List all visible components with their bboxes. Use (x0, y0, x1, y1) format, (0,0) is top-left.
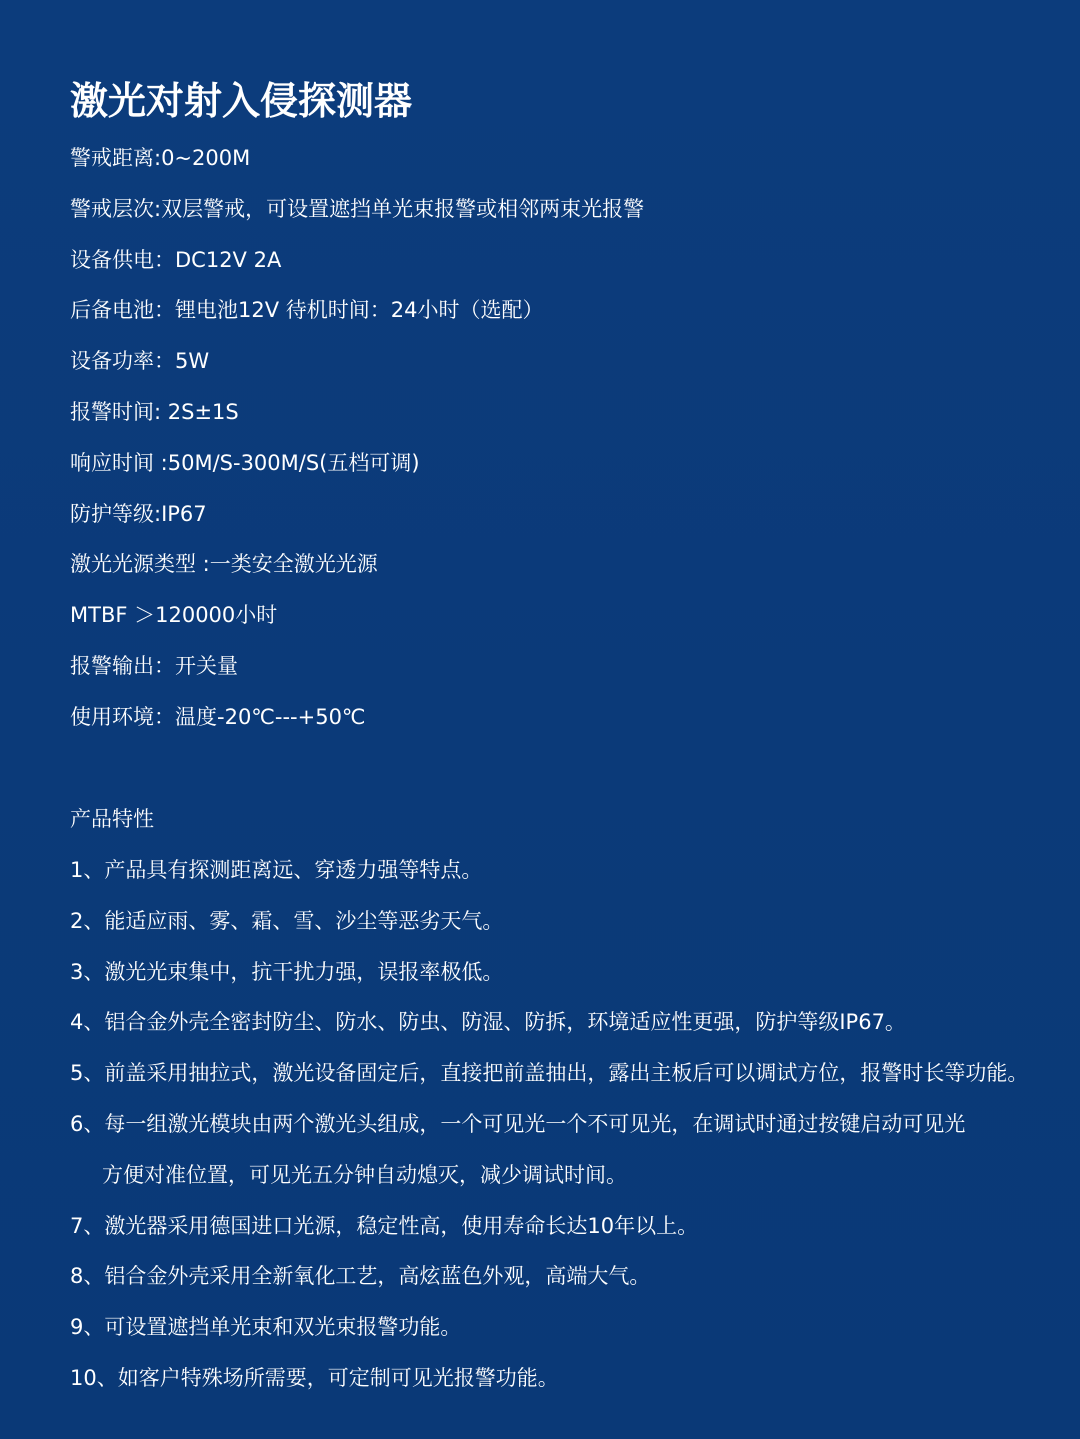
spec-item: 报警输出：开关量 (70, 653, 238, 678)
spec-item: 使用环境：温度-20℃---+50℃ (70, 704, 366, 729)
spec-item: MTBF ＞120000小时 (70, 603, 278, 628)
page-title: 激光对射入侵探测器 (70, 79, 413, 123)
feature-item: 6、每一组激光模块由两个激光头组成，一个可见光一个不可见光，在调试时通过按键启动可见光 (70, 1111, 966, 1136)
feature-item: 9、可设置遮挡单光束和双光束报警功能。 (70, 1315, 462, 1340)
feature-item-continuation: 方便对准位置，可见光五分钟自动熄灭，减少调试时间。 (102, 1162, 627, 1187)
feature-item: 3、激光光束集中，抗干扰力强，误报率极低。 (70, 959, 504, 984)
spec-item: 警戒距离:0~200M (70, 146, 251, 170)
feature-item: 5、前盖采用抽拉式，激光设备固定后，直接把前盖抽出，露出主板后可以调试方位，报警时长等功能。 (70, 1061, 1029, 1086)
feature-item: 10、如客户特殊场所需要，可定制可见光报警功能。 (70, 1365, 559, 1390)
features-heading: 产品特性 (70, 807, 154, 831)
spec-item: 报警时间: 2S±1S (70, 399, 239, 424)
spec-list (70, 138, 644, 748)
spec-item: 后备电池：锂电池12V 待机时间：24小时（选配） (70, 298, 544, 323)
feature-item: 7、激光器采用德国进口光源，稳定性高，使用寿命长达10年以上。 (70, 1213, 699, 1238)
feature-item: 4、铝合金外壳全密封防尘、防水、防虫、防湿、防拆，环境适应性更强，防护等级IP67。 (70, 1010, 906, 1035)
feature-item: 8、铝合金外壳采用全新氧化工艺，高炫蓝色外观，高端大气。 (70, 1264, 651, 1289)
spec-item: 响应时间 :50M/S-300M/S(五档可调) (70, 450, 420, 475)
spec-item: 激光光源类型 :一类安全激光光源 (70, 552, 378, 577)
spec-item: 设备供电：DC12V 2A (70, 247, 282, 272)
spec-item: 警戒层次:双层警戒，可设置遮挡单光束报警或相邻两束光报警 (70, 196, 645, 221)
feature-item: 2、能适应雨、雾、霜、雪、沙尘等恶劣天气。 (70, 908, 504, 933)
spec-item: 设备功率：5W (70, 349, 210, 374)
feature-list (70, 850, 1028, 1409)
feature-item: 1、产品具有探测距离远、穿透力强等特点。 (70, 858, 483, 882)
spec-item: 防护等级:IP67 (70, 501, 207, 526)
